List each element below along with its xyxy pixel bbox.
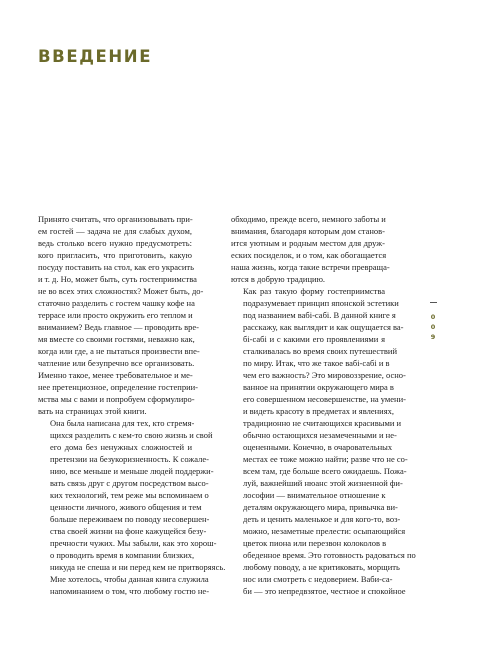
text-line: щихся разделить с кем-то свою жизнь и свой: [50, 430, 213, 440]
text-line: Она была написана для тех, кто стремя-: [50, 418, 195, 428]
page-number-digit: 0: [430, 323, 436, 331]
text-line: больше переживаем по поводу несовершен-: [50, 514, 210, 524]
paragraph: [231, 213, 390, 285]
text-line: ства своей жизни на фоне кажущейся безу-: [50, 526, 207, 536]
page-number: [428, 302, 438, 342]
text-line: и видеть красоту в предметах и явлениях,: [243, 406, 395, 416]
text-line: нее претенциозное, определение гостеприи-: [38, 382, 198, 392]
text-line: можно, незаметные прелести: осыпающийся: [243, 526, 406, 536]
text-line: Именно такое, менее требовательное и ме-: [38, 370, 193, 380]
text-line: наша жизнь, когда такие встречи превраща-: [231, 262, 390, 272]
text-line: нос или смотреть с недоверием. Ваби-са-: [243, 574, 393, 584]
text-line: чем его важность? Это мировоззрение, осно-: [243, 370, 406, 380]
text-line: цветок пиона или перезвон колоколов в: [243, 538, 387, 548]
text-line: чатление или безупречно все организовать.: [38, 358, 195, 368]
text-line: ются в добрую традицию.: [231, 274, 326, 284]
text-line: когда или где, а не пытаться произвести впе-: [38, 346, 200, 356]
text-line: деталям окружающего мира, привычка ви-: [243, 502, 398, 512]
text-line: бі-сабі и с какими его проявлениями я: [243, 334, 385, 344]
text-line: обычно остающихся незамеченными и не-: [243, 430, 397, 440]
text-line: Как раз такую форму гостеприимства: [243, 286, 385, 296]
text-line: ких технологий, тем реже мы вспоминаем о: [50, 490, 209, 500]
text-line: статочно разделить с гостем чашку кофе на: [38, 298, 195, 308]
text-column-left: [38, 213, 226, 597]
text-line: ем гостей — задача не для слабых духом,: [38, 226, 192, 236]
text-line: любому поводу, а не критиковать, морщить: [243, 562, 400, 572]
page-number-digit: 0: [430, 313, 436, 321]
text-line: обходимо, прежде всего, немного заботы и: [231, 214, 386, 224]
text-line: внимания, благодаря которым дом станов-: [231, 226, 385, 236]
text-line: пречности чужих. Мы забыли, как это хорош-: [50, 538, 217, 548]
text-line: посуду поставить на стол, как его украсить: [38, 262, 194, 272]
text-line: обеденное время. Это готовность радоваться по: [243, 550, 416, 560]
text-line: ведь столько всего нужно предусмотреть:: [38, 238, 192, 248]
text-line: напоминанием о том, что любому гостю не-: [50, 586, 210, 596]
text-line: мя вместе со своими гостями, неважно как,: [38, 334, 195, 344]
text-line: ванное на принятии окружающего мира в: [243, 382, 394, 392]
text-line: деть и ценить маленькое и для кого-то, воз-: [243, 514, 401, 524]
text-line: мства мы с вами и попробуем сформулиро-: [38, 394, 195, 404]
text-line: традиционно не считающихся красивыми и: [243, 418, 402, 428]
text-line: его дома без ненужных сложностей и: [50, 442, 192, 452]
text-line: никуда не спеша и ни перед кем не притворяясь.: [50, 562, 226, 572]
text-line: вать связь друг с другом посредством высо-: [50, 478, 209, 488]
text-line: претензии на безукоризненность. К сожале-: [50, 454, 209, 464]
text-line: под названием вабі-сабі. В данной книге я: [243, 310, 396, 320]
text-line: кого пригласить, что приготовить, какую: [38, 250, 192, 260]
text-line: и т. д. Но, может быть, суть гостеприимства: [38, 274, 197, 284]
text-line: лософии — внимательное отношение к: [243, 490, 386, 500]
page-number-rule: [430, 302, 437, 303]
text-line: луй, важнейший нюанс этой жизненной фи-: [243, 478, 403, 488]
text-line: Мне хотелось, чтобы данная книга служила: [50, 574, 209, 584]
text-line: Принято считать, что организовывать при-: [38, 214, 193, 224]
text-line: сталкивалась во время своих путешествий: [243, 346, 397, 356]
text-line: местах ее тоже можно найти; разве что не со-: [243, 454, 408, 464]
text-column-right: [231, 213, 416, 597]
text-line: не во всех этих сложностях? Может быть, до-: [38, 286, 204, 296]
text-line: его совершенном несовершенстве, на умени-: [243, 394, 406, 404]
text-line: подразумевает принцип японской эстетики: [243, 298, 399, 308]
text-line: всем там, где больше всего ожидаешь. Пожа-: [243, 466, 407, 476]
text-line: еских посиделок, и о том, как обогащается: [231, 250, 387, 260]
text-line: вниманием? Ведь главное — проводить вре-: [38, 322, 199, 332]
text-line: оцененными. Конечно, в очаровательных: [243, 442, 393, 452]
page-number-digit: 9: [430, 333, 436, 341]
text-line: по миру. Итак, что же такое вабі-сабі и в: [243, 358, 390, 368]
text-line: вать на страницах этой книги.: [38, 406, 147, 416]
text-line: ценности личного, живого общения и тем: [50, 502, 202, 512]
text-line: ится уютным и родным местом для друж-: [231, 238, 385, 248]
text-line: о проводить время в компании близких,: [50, 550, 195, 560]
text-line: террасе или просто окружить его теплом и: [38, 310, 193, 320]
paragraph: [231, 285, 416, 597]
text-line: расскажу, как выглядит и как ощущается ва-: [243, 322, 404, 332]
page-title: ВВЕДЕНИЕ: [38, 47, 153, 66]
paragraph: [38, 213, 204, 417]
text-line: би — это непредвзятое, честное и спокойное: [243, 586, 406, 596]
paragraph: [38, 417, 226, 597]
text-line: нию, все меньше и меньше людей поддержи-: [50, 466, 214, 476]
